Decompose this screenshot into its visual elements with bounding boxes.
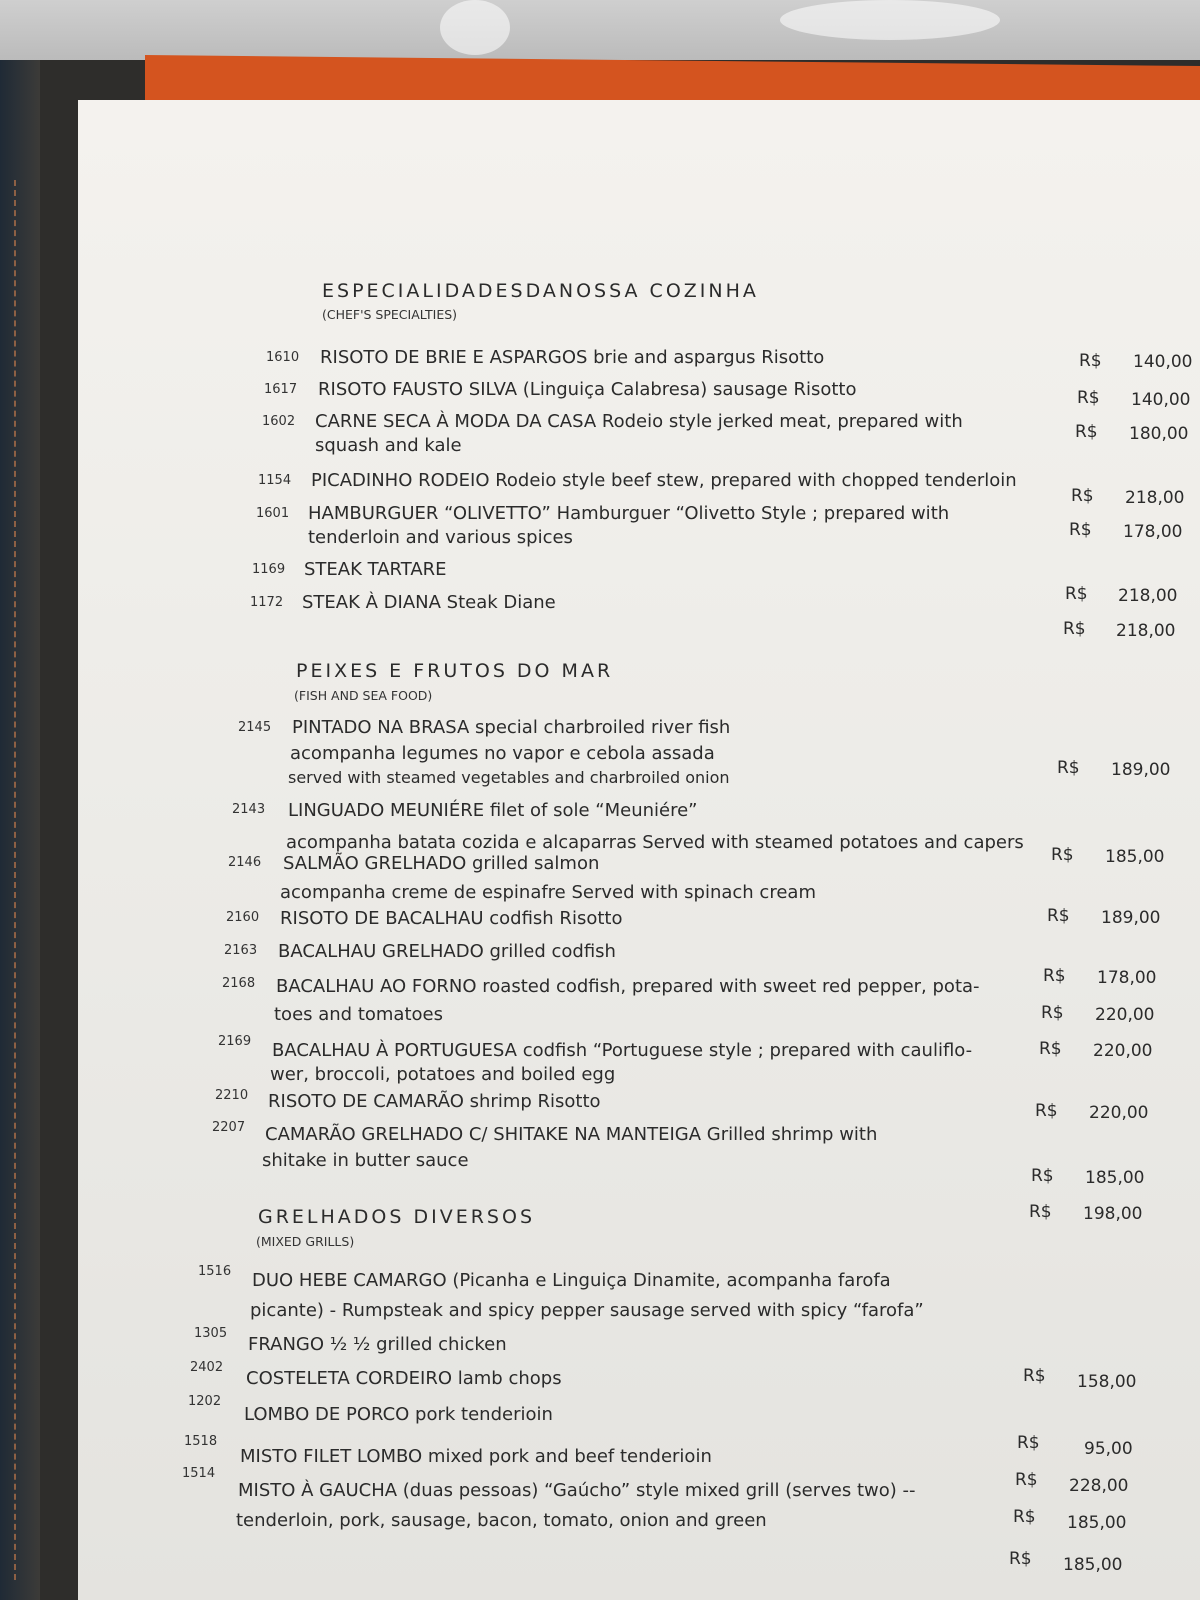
- section-subtitle: (MIXED GRILLS): [256, 1234, 355, 1249]
- item-text: BACALHAU AO FORNO roasted codfish, prepared with sweet red pepper, pota-: [276, 976, 980, 997]
- item-code: 1172: [250, 595, 284, 610]
- price-amount: 220,00: [1093, 1041, 1153, 1061]
- price-amount: 95,00: [1084, 1439, 1133, 1459]
- item-text-cont: picante) - Rumpsteak and spicy pepper sausage served with spicy “farofa”: [250, 1300, 924, 1321]
- price-currency: R$: [1047, 906, 1070, 926]
- item-code: 2168: [222, 976, 256, 991]
- item-text: PICADINHO RODEIO Rodeio style beef stew, prepared with chopped tenderloin: [311, 470, 1017, 491]
- price-amount: 228,00: [1069, 1476, 1129, 1496]
- price-currency: R$: [1063, 619, 1086, 639]
- item-code: 2163: [224, 943, 258, 958]
- price-amount: 220,00: [1095, 1005, 1155, 1025]
- price-currency: R$: [1013, 1507, 1036, 1527]
- item-code: 1516: [198, 1264, 232, 1279]
- price-currency: R$: [1065, 584, 1088, 604]
- item-text: LINGUADO MEUNIÉRE filet of sole “Meuniére”: [288, 800, 698, 821]
- price-currency: R$: [1069, 520, 1092, 540]
- item-text: LOMBO DE PORCO pork tenderioin: [244, 1404, 553, 1425]
- price-amount: 185,00: [1067, 1513, 1127, 1533]
- item-text: RISOTO DE CAMARÃO shrimp Risotto: [268, 1091, 601, 1112]
- item-text: STEAK TARTARE: [304, 559, 447, 580]
- price-currency: R$: [1017, 1433, 1040, 1453]
- section-title: ESPECIALIDADESDANOSSA COZINHA: [322, 280, 759, 302]
- item-text: FRANGO ½ ½ grilled chicken: [248, 1334, 507, 1355]
- price-amount: 140,00: [1133, 352, 1193, 372]
- item-code: 1602: [262, 414, 296, 429]
- section-subtitle: (CHEF'S SPECIALTIES): [322, 307, 458, 322]
- price-currency: R$: [1077, 388, 1100, 408]
- item-code: 2210: [215, 1088, 249, 1103]
- item-text-cont: acompanha creme de espinafre Served with spinach cream: [280, 882, 816, 903]
- item-text-cont: tenderloin and various spices: [308, 527, 573, 548]
- price-currency: R$: [1039, 1039, 1062, 1059]
- item-code: 2207: [212, 1120, 246, 1135]
- price-amount: 218,00: [1125, 488, 1185, 508]
- item-text: MISTO FILET LOMBO mixed pork and beef tenderioin: [240, 1446, 712, 1467]
- item-text-cont: squash and kale: [315, 435, 462, 456]
- item-code: 2402: [190, 1360, 224, 1375]
- item-text: BACALHAU À PORTUGUESA codfish “Portuguese style ; prepared with cauliflo-: [272, 1040, 973, 1061]
- price-amount: 158,00: [1077, 1372, 1137, 1392]
- item-text-cont: shitake in butter sauce: [262, 1150, 469, 1171]
- item-code: 1610: [266, 350, 300, 365]
- item-text-cont: acompanha legumes no vapor e cebola assada: [290, 743, 715, 764]
- item-text-cont: acompanha batata cozida e alcaparras Served with steamed potatoes and capers: [286, 832, 1024, 853]
- price-currency: R$: [1009, 1549, 1032, 1569]
- price-currency: R$: [1079, 351, 1102, 371]
- price-amount: 140,00: [1131, 390, 1191, 410]
- price-currency: R$: [1029, 1202, 1052, 1222]
- item-code: 1154: [258, 473, 292, 488]
- price-amount: 180,00: [1129, 424, 1189, 444]
- price-amount: 189,00: [1111, 760, 1171, 780]
- price-currency: R$: [1023, 1366, 1046, 1386]
- item-code: 1518: [184, 1434, 218, 1449]
- item-code: 1169: [252, 562, 286, 577]
- section-title: GRELHADOS DIVERSOS: [258, 1206, 535, 1228]
- item-text-cont: toes and tomatoes: [274, 1004, 443, 1025]
- item-code: 2169: [218, 1034, 252, 1049]
- item-code: 2146: [228, 855, 262, 870]
- section-title: PEIXES E FRUTOS DO MAR: [296, 660, 614, 682]
- price-amount: 185,00: [1105, 847, 1165, 867]
- item-code: 1514: [182, 1466, 216, 1481]
- price-currency: R$: [1043, 966, 1066, 986]
- item-text: STEAK À DIANA Steak Diane: [302, 592, 556, 613]
- price-amount: 220,00: [1089, 1103, 1149, 1123]
- price-currency: R$: [1041, 1003, 1064, 1023]
- item-text-cont: tenderloin, pork, sausage, bacon, tomato, onion and green: [236, 1510, 767, 1531]
- item-text: CAMARÃO GRELHADO C/ SHITAKE NA MANTEIGA Grilled shrimp with: [265, 1124, 878, 1145]
- item-text: SALMÃO GRELHADO grilled salmon: [283, 853, 600, 874]
- item-code: 2143: [232, 802, 266, 817]
- price-currency: R$: [1071, 486, 1094, 506]
- price-amount: 185,00: [1085, 1168, 1145, 1188]
- item-text-cont: served with steamed vegetables and charbroiled onion: [288, 768, 730, 787]
- item-code: 2145: [238, 720, 272, 735]
- price-currency: R$: [1051, 845, 1074, 865]
- price-amount: 178,00: [1123, 522, 1183, 542]
- item-text: COSTELETA CORDEIRO lamb chops: [246, 1368, 562, 1389]
- price-amount: 218,00: [1116, 621, 1176, 641]
- item-code: 1202: [188, 1394, 222, 1409]
- price-amount: 218,00: [1118, 586, 1178, 606]
- item-text: HAMBURGUER “OLIVETTO” Hamburguer “Olivetto Style ; prepared with: [308, 503, 950, 524]
- item-text: PINTADO NA BRASA special charbroiled river fish: [292, 717, 731, 738]
- item-code: 1305: [194, 1326, 228, 1341]
- price-amount: 189,00: [1101, 908, 1161, 928]
- item-text: DUO HEBE CAMARGO (Picanha e Linguiça Dinamite, acompanha farofa: [252, 1270, 891, 1291]
- item-text: RISOTO FAUSTO SILVA (Linguiça Calabresa) sausage Risotto: [318, 379, 857, 400]
- price-amount: 178,00: [1097, 968, 1157, 988]
- price-currency: R$: [1075, 422, 1098, 442]
- item-text: RISOTO DE BACALHAU codfish Risotto: [280, 908, 623, 929]
- item-text: BACALHAU GRELHADO grilled codfish: [278, 941, 616, 962]
- price-currency: R$: [1035, 1101, 1058, 1121]
- price-currency: R$: [1057, 758, 1080, 778]
- item-text: MISTO À GAUCHA (duas pessoas) “Gaúcho” style mixed grill (serves two) --: [238, 1480, 916, 1501]
- price-amount: 185,00: [1063, 1555, 1123, 1575]
- price-currency: R$: [1015, 1470, 1038, 1490]
- item-code: 2160: [226, 910, 260, 925]
- item-text-cont: wer, broccoli, potatoes and boiled egg: [270, 1064, 616, 1085]
- section-subtitle: (FISH AND SEA FOOD): [294, 688, 433, 703]
- item-code: 1617: [264, 382, 298, 397]
- price-currency: R$: [1031, 1166, 1054, 1186]
- item-text: RISOTO DE BRIE E ASPARGOS brie and aspargus Risotto: [320, 347, 825, 368]
- price-amount: 198,00: [1083, 1204, 1143, 1224]
- item-text: CARNE SECA À MODA DA CASA Rodeio style jerked meat, prepared with: [315, 411, 963, 432]
- item-code: 1601: [256, 506, 290, 521]
